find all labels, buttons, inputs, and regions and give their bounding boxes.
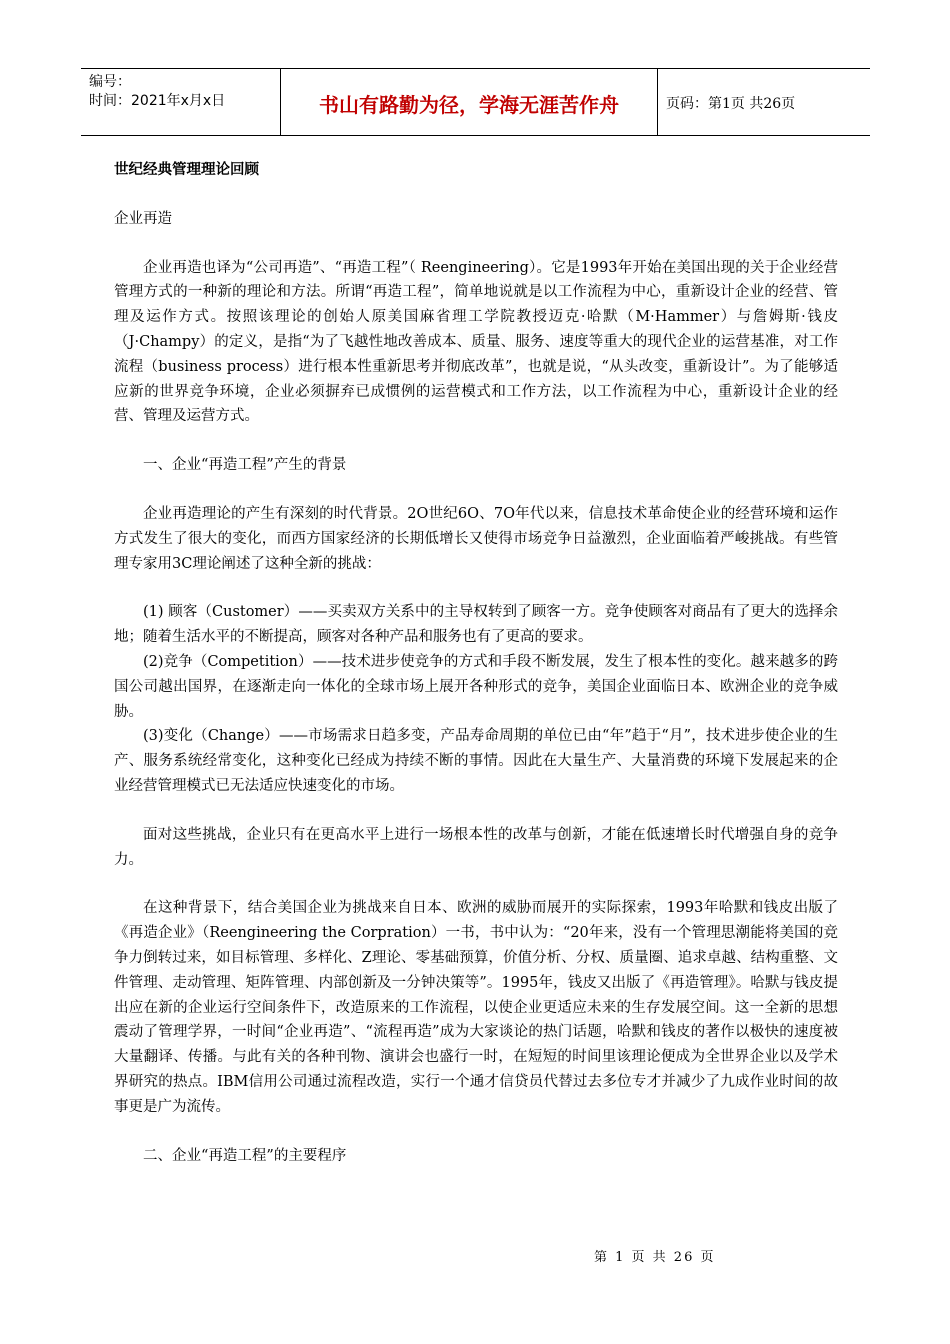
subsection-heading: 二、企业“再造工程”的主要程序 <box>143 1147 347 1164</box>
paragraph: 企业再造也译为“公司再造”、“再造工程”（ Reengineering）。它是1993年开始在美国出现的关于企业经营管理方式的一种新的理论和方法。所谓“再造工程”，简单地说就是以工作流程为中心，重新设计企业的经营、管理及运作方式。按照该理论的创始人原美国麻省理工学院教授迈克·哈默（M·Hammer）与詹姆斯·钱皮（J·Champy）的定义，是指“为了飞越性地改善成本、质量、服务、速度等重大的现代企业的运营基准，对工作流程（business process）进行根本性重新思考并彻底改革”，也就是说，“从头改变，重新设计”。为了能够适应新的世界竞争环境，企业必须摒弃已成惯例的运营模式和工作方法，以工作流程为中心，重新设计企业的经营、管理及运营方式。 <box>114 259 838 425</box>
page-header <box>81 68 870 136</box>
header-page-info: 页码：第1页 共26页 <box>666 96 796 112</box>
list-item: (1) 顾客（Customer）——买卖双方关系中的主导权转到了顾客一方。竞争使顾客对商品有了更大的选择余地；随着生活水平的不断提高，顾客对各种产品和服务也有了更高的要求。 <box>114 604 838 646</box>
paragraph: 企业再造理论的产生有深刻的时代背景。2O世纪6O、7O年代以来，信息技术革命使企业的经营环境和运作方式发生了很大的变化，而西方国家经济的长期低增长又使得市场竞争日益激烈，企业面临着严峻挑战。有些管理专家用3C理论阐述了这种全新的挑战： <box>114 505 838 572</box>
document-date: 时间：2021年x月x日 <box>89 93 226 109</box>
header-meta <box>81 69 281 135</box>
document-title: 世纪经典管理理论回顾 <box>114 161 259 178</box>
paragraph: 面对这些挑战，企业只有在更高水平上进行一场根本性的改革与创新，才能在低速增长时代增强自身的竞争力。 <box>114 826 838 868</box>
list-item: (2)竞争（Competition）——技术进步使竞争的方式和手段不断发展，发生了根本性的变化。越来越多的跨国公司越出国界，在逐渐走向一体化的全球市场上展开各种形式的竞争，美国企业面临日本、欧洲企业的竞争威胁。 <box>114 653 838 720</box>
section-heading: 企业再造 <box>114 210 172 227</box>
subsection-heading: 一、企业“再造工程”产生的背景 <box>143 457 347 474</box>
list-item: (3)变化（Change）——市场需求日趋多变，产品寿命周期的单位已由“年”趋于“月”，技术进步使企业的生产、服务系统经常变化，这种变化已经成为持续不断的事情。因此在大量生产、大量消费的环境下发展起来的企业经营管理模式已无法适应快速变化的市场。 <box>114 728 838 794</box>
document-body <box>114 158 838 1168</box>
paragraph: 在这种背景下，结合美国企业为挑战来自日本、欧洲的威胁而展开的实际探索，1993年哈默和钱皮出版了《再造企业》（Reengineering the Corpration）一书，书中认为：“20年来，没有一个管理思潮能将美国的竞争力倒转过来，如目标管理、多样化、Z理论、零基础预算，价值分析、分权、质量圈、追求卓越、结构重整、文件管理、走动管理、矩阵管理、内部创新及一分钟决策等”。1995年，钱皮又出版了《再造管理》。哈默与钱皮提出应在新的企业运行空间条件下，改造原来的工作流程，以使企业更适应未来的生存发展空间。这一全新的思想震动了管理学界，一时间“企业再造”、“流程再造”成为大家谈论的热门话题，哈默和钱皮的著作以极快的速度被大量翻译、传播。与此有关的各种刊物、演讲会也盛行一时，在短短的时间里该理论便成为全世界企业以及学术界研究的热点。IBM信用公司通过流程改造，实行一个通才信贷员代替过去多位专才并减少了九成作业时间的故事更是广为流传。 <box>114 900 838 1115</box>
header-motto: 书山有路勤为径，学海无涯苦作舟 <box>281 69 658 135</box>
page-footer: 第 1 页 共 26 页 <box>594 1250 716 1265</box>
document-number: 编号： <box>89 74 131 90</box>
